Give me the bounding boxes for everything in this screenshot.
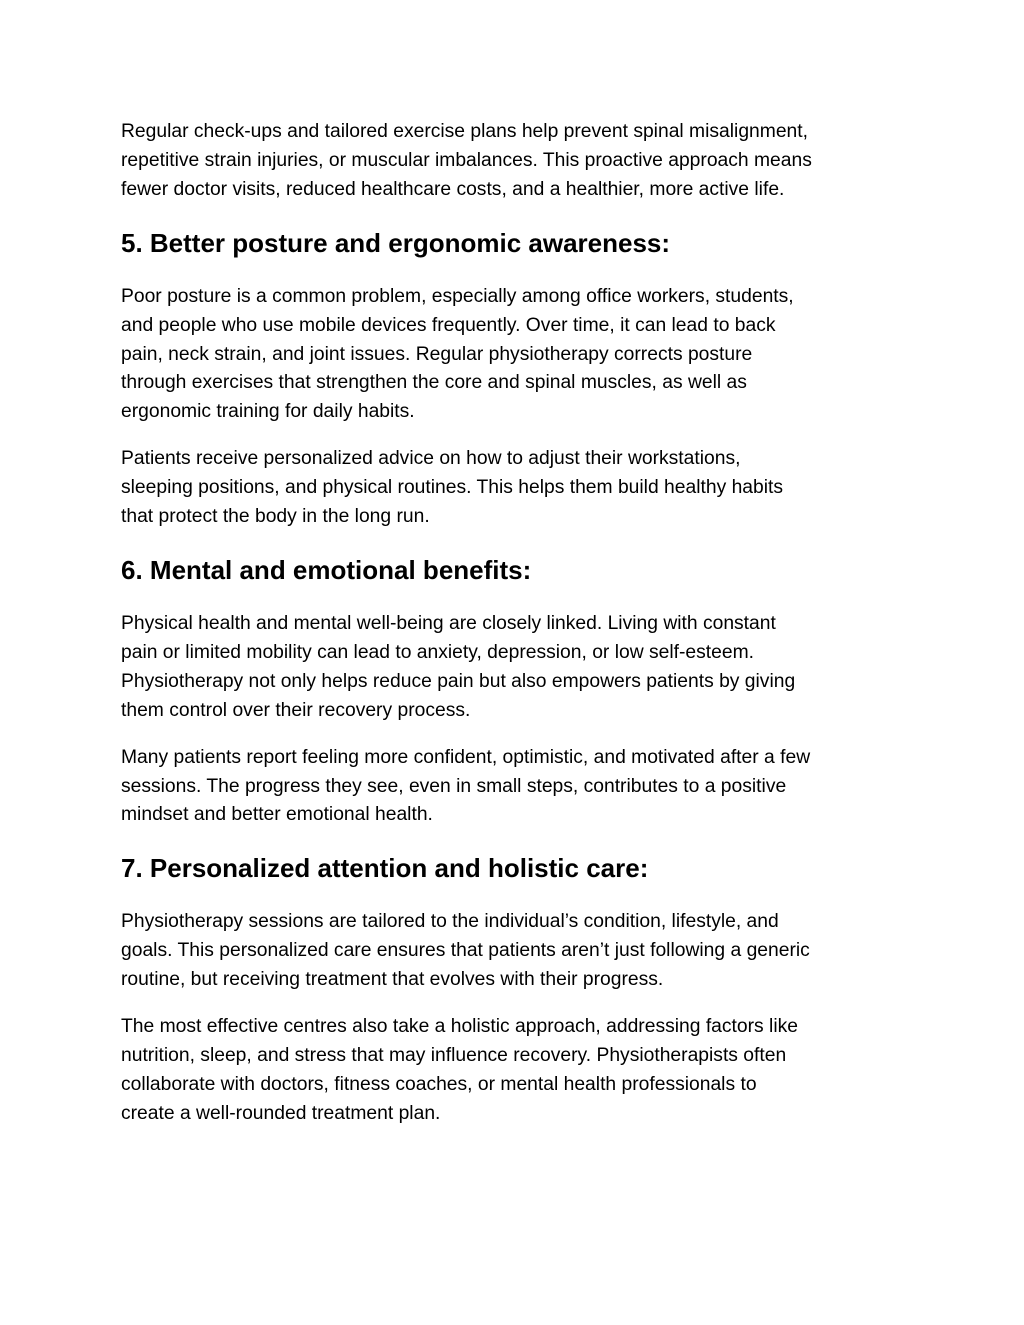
text-line: Physiotherapy sessions are tailored to the individual’s condition, lifestyle, and [121,911,779,933]
text-line: sleeping positions, and physical routines. This helps them build healthy habits [121,477,784,499]
section-heading-posture: 5. Better posture and ergonomic awareness: [121,227,671,258]
text-line: and people who use mobile devices frequently. Over time, it can lead to back [121,314,776,336]
text-line: repetitive strain injuries, or muscular imbalances. This proactive approach means [121,149,812,171]
text-line: ergonomic training for daily habits. [121,401,415,423]
section-paragraph [121,283,921,428]
text-line: collaborate with doctors, fitness coaches, or mental health professionals to [121,1073,757,1095]
text-line: Many patients report feeling more confident, optimistic, and motivated after a few [121,746,811,768]
section-paragraph [121,445,921,532]
section-heading-holistic: 7. Personalized attention and holistic care: [121,853,649,884]
document-page [121,118,921,1147]
text-line: them control over their recovery process. [121,699,471,721]
text-line: nutrition, sleep, and stress that may influence recovery. Physiotherapists often [121,1044,787,1066]
text-line: fewer doctor visits, reduced healthcare costs, and a healthier, more active life. [121,178,785,200]
text-line: Physiotherapy not only helps reduce pain but also empowers patients by giving [121,670,796,692]
section-paragraph [121,744,921,831]
section-heading-mental: 6. Mental and emotional benefits: [121,554,532,585]
text-line: through exercises that strengthen the core and spinal muscles, as well as [121,372,747,394]
text-line: Poor posture is a common problem, especially among office workers, students, [121,285,794,307]
section-paragraph [121,610,921,726]
text-line: The most effective centres also take a holistic approach, addressing factors like [121,1016,798,1038]
text-line: Regular check-ups and tailored exercise plans help prevent spinal misalignment, [121,121,808,142]
text-line: Patients receive personalized advice on how to adjust their workstations, [121,448,741,470]
section-paragraph [121,1013,921,1129]
text-line: routine, but receiving treatment that evolves with their progress. [121,969,664,991]
text-line: that protect the body in the long run. [121,506,430,528]
section-paragraph [121,908,921,995]
intro-paragraph [121,118,921,205]
text-line: pain, neck strain, and joint issues. Regular physiotherapy corrects posture [121,343,753,365]
text-line: create a well-rounded treatment plan. [121,1102,441,1124]
text-line: mindset and better emotional health. [121,804,433,826]
text-line: goals. This personalized care ensures that patients aren’t just following a generic [121,940,810,962]
text-line: pain or limited mobility can lead to anxiety, depression, or low self-esteem. [121,641,755,663]
text-line: sessions. The progress they see, even in small steps, contributes to a positive [121,775,787,797]
text-line: Physical health and mental well-being are closely linked. Living with constant [121,612,776,634]
